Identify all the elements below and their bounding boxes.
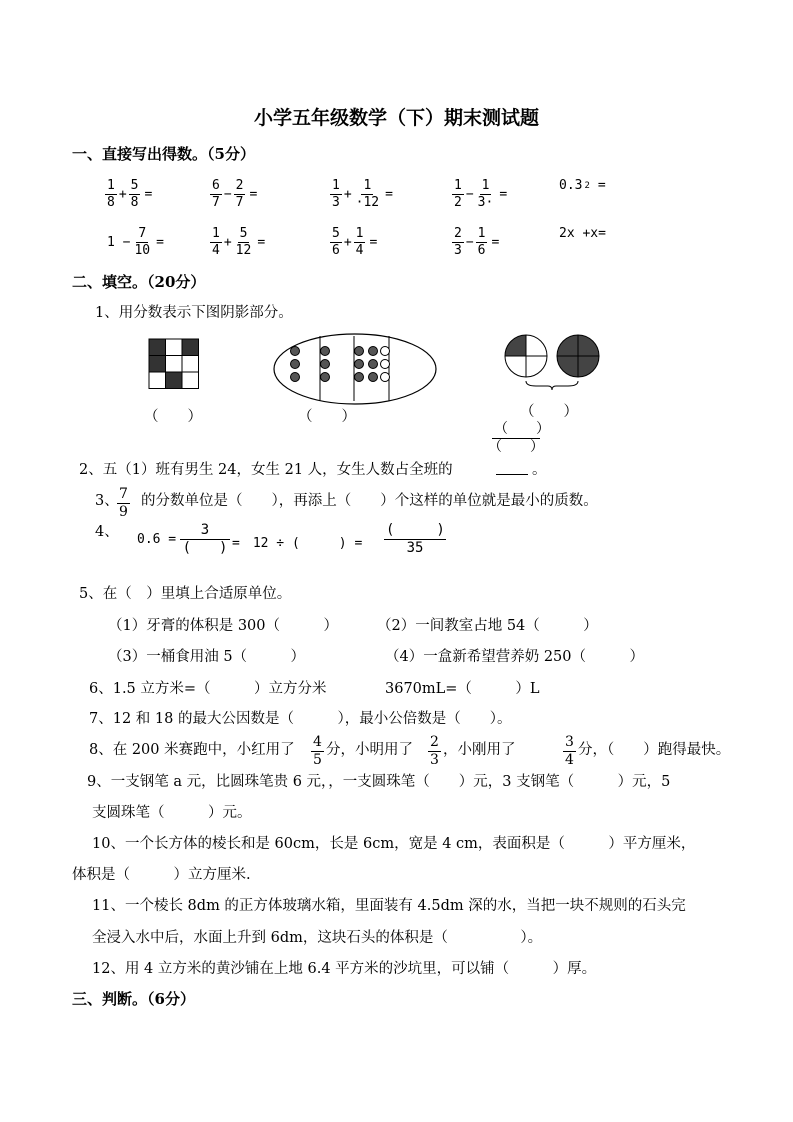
q3-fraction (117, 486, 130, 521)
question-8-d[interactable]: 分，（ ）跑得最快。 (578, 742, 731, 758)
denominator: 6 (477, 243, 486, 258)
numerator: 2 (454, 226, 462, 241)
expression-base: 0.3 (559, 178, 583, 193)
question-4-number: 4、 (95, 524, 119, 540)
circle-quarter (578, 335, 599, 356)
question-5: 5、在（ ）里填上合适原单位。 (79, 586, 292, 602)
filled-dot (355, 373, 364, 382)
q3-denominator: 9 (119, 504, 128, 520)
fraction (210, 178, 222, 211)
q4-fraction-2 (386, 522, 444, 557)
grid-cell (182, 356, 199, 373)
grid-cell (182, 339, 199, 356)
operator: + (223, 235, 232, 250)
denominator: ·12 (355, 195, 380, 210)
filled-dot (369, 373, 378, 382)
filled-dot (291, 373, 300, 382)
fraction (330, 226, 342, 259)
empty-dot (381, 347, 390, 356)
arithmetic-item (105, 226, 166, 259)
ellipse-outline (274, 334, 436, 404)
arithmetic-item (210, 178, 259, 211)
denominator: 8 (107, 195, 115, 210)
empty-dot (381, 373, 390, 382)
fraction (452, 178, 464, 211)
filled-dot (355, 347, 364, 356)
section-1-heading: 一、直接写出得数。（5分） (72, 145, 255, 163)
answer-blank-ellipse[interactable]: （ ） (298, 409, 356, 425)
arithmetic-item (210, 226, 267, 259)
q4-part-b[interactable]: = 12 ÷ ( ) = (232, 536, 363, 551)
equals-sign: = (144, 187, 153, 202)
two-circles-figure (502, 334, 602, 394)
filled-dot (291, 360, 300, 369)
section-2-heading: 二、填空。（20分） (72, 273, 206, 291)
q8-f1-numerator: 4 (313, 734, 322, 750)
equals-sign: = (369, 235, 378, 250)
question-8-a: 8、在 200 米赛跑中，小红用了 (89, 742, 295, 758)
arithmetic-item (557, 226, 608, 241)
denominator: 3· (477, 195, 494, 210)
denominator: 3 (332, 195, 340, 210)
q8-f3-denominator: 4 (565, 752, 574, 768)
numerator: 1 (355, 226, 364, 241)
q4-f2-denominator: 35 (406, 540, 424, 556)
circle-quarter (505, 356, 526, 377)
q2-answer-line[interactable] (496, 474, 528, 475)
operator: − (465, 187, 474, 202)
q8-fraction-3 (563, 734, 576, 769)
denominator: 2 (454, 195, 462, 210)
fraction (129, 178, 141, 211)
q8-f2-numerator: 2 (430, 734, 439, 750)
fraction (354, 178, 381, 211)
denominator: 7 (212, 195, 220, 210)
question-10-line-2[interactable]: 体积是（ ）立方厘米. (72, 867, 251, 883)
equals-sign: = (385, 187, 393, 202)
numerator: 5 (130, 178, 139, 193)
fraction (132, 226, 152, 259)
fraction (354, 226, 366, 259)
denominator: 4 (212, 243, 220, 258)
page-title: 小学五年级数学（下）期末测试题 (253, 107, 539, 129)
q8-f1-denominator: 5 (313, 752, 322, 768)
circle-quarter (578, 356, 599, 377)
q4-part-a: 0.6 = (137, 532, 177, 547)
fraction-numerator[interactable]: （ ） (494, 421, 550, 437)
fraction (105, 178, 117, 211)
question-5-3[interactable]: （3）一桶食用油 5（ ） (108, 649, 306, 665)
equals-sign: = (597, 178, 606, 193)
q3-numerator: 7 (119, 486, 128, 502)
equals-sign: = (249, 187, 258, 202)
numerator: 7 (138, 226, 147, 241)
arithmetic-item (452, 178, 509, 211)
numerator: 5 (239, 226, 248, 241)
question-6-b[interactable]: 3670mL=（ ）L (385, 681, 540, 697)
question-11-line-2[interactable]: 全浸入水中后，水面上升到 6dm，这块石头的体积是（ ）。 (92, 930, 543, 946)
circle-quarter (526, 356, 547, 377)
question-9-line-1[interactable]: 9、一支钢笔 a 元，比圆珠笔贵 6 元，，一支圆珠笔（ ）元，3 支钢笔（ ）元，5 (87, 774, 671, 790)
numerator: 1 (332, 178, 340, 193)
grid-cell (166, 372, 183, 389)
answer-blank-circles[interactable]: （ ） (520, 404, 578, 420)
filled-dot (321, 360, 330, 369)
operator: − (223, 187, 232, 202)
fraction (234, 178, 246, 211)
question-5-1[interactable]: （1）牙膏的体积是 300（ ） (108, 618, 339, 634)
circle-quarter (526, 335, 547, 356)
question-11-line-1: 11、一个棱长 8dm 的正方体玻璃水箱，里面装有 4.5dm 深的水，当把一块不规则的石头完 (92, 898, 686, 914)
grid-cell (149, 372, 166, 389)
arithmetic-item (105, 178, 154, 211)
arithmetic-item (452, 226, 501, 259)
equals-sign: = (156, 235, 164, 250)
numerator: 1 (212, 226, 220, 241)
question-1: 1、用分数表示下图阴影部分。 (95, 305, 293, 321)
numerator: 6 (212, 178, 220, 193)
question-3-number: 3、 (95, 493, 119, 509)
question-7[interactable]: 7、12 和 18 的最大公因数是（ ），最小公倍数是（ ）。 (89, 711, 512, 727)
q4-f1-denominator[interactable]: ( ) (182, 540, 228, 556)
numerator: 1 (481, 178, 490, 193)
empty-dot (381, 360, 390, 369)
operator: + (343, 187, 352, 202)
q4-f1-numerator: 3 (180, 522, 230, 540)
question-8-b: 分，小明用了 (326, 742, 413, 758)
filled-dot (369, 360, 378, 369)
question-10-line-1[interactable]: 10、一个长方体的棱长和是 60cm，长是 6cm，宽是 4 cm，表面积是（ ）平方厘米， (92, 836, 696, 852)
question-6-a[interactable]: 6、1.5 立方米=（ ）立方分米 (89, 681, 327, 697)
fraction (330, 178, 342, 211)
fraction (452, 226, 464, 259)
question-9-line-2[interactable]: 支圆珠笔（ ）元。 (92, 805, 252, 821)
filled-dot (321, 373, 330, 382)
expression-text: 2x +x= (559, 226, 606, 241)
question-2: 2、五（1）班有男生 24，女生 21 人，女生人数占全班的 (79, 462, 453, 478)
q8-f3-numerator: 3 (565, 734, 574, 750)
q8-f2-denominator: 3 (430, 752, 439, 768)
numerator: 2 (235, 178, 244, 193)
equals-sign: = (257, 235, 266, 250)
grid-cell (149, 339, 166, 356)
fraction (476, 178, 496, 211)
question-3-text: 的分数单位是（ ），再添上（ ）个这样的单位就是最小的质数。 (141, 493, 598, 509)
question-2-end: 。 (532, 462, 547, 478)
expression-prefix: 1 − (107, 235, 131, 250)
fraction (476, 226, 488, 259)
question-12[interactable]: 12、用 4 立方米的黄沙铺在上地 6.4 平方米的沙坑里，可以铺（ ）厚。 (92, 961, 597, 977)
fraction (210, 226, 222, 259)
q8-fraction-1 (311, 734, 324, 769)
denominator: 6 (332, 243, 340, 258)
filled-dot (355, 360, 364, 369)
section-3-heading: 三、判断。（6分） (72, 990, 195, 1008)
denominator: 4 (355, 243, 364, 258)
grid-figure (149, 339, 199, 389)
denominator: 8 (130, 195, 139, 210)
numerator: 1 (454, 178, 462, 193)
numerator: 1 (363, 178, 372, 193)
grid-cell (149, 356, 166, 373)
arithmetic-item (330, 226, 379, 259)
circle-quarter (557, 335, 578, 356)
question-5-4[interactable]: （4）一盒新希望营养奶 250（ ） (385, 649, 645, 665)
fraction (234, 226, 254, 259)
q8-fraction-2 (428, 734, 441, 769)
brace (526, 381, 578, 390)
filled-dot (321, 347, 330, 356)
denominator: 7 (235, 195, 244, 210)
denominator: 12 (235, 243, 252, 258)
operator: − (465, 235, 474, 250)
numerator: 1 (107, 178, 115, 193)
circle-quarter (557, 356, 578, 377)
question-8-c: ，小刚用了 (443, 742, 516, 758)
circle-quarter (505, 335, 526, 356)
filled-dot (291, 347, 300, 356)
denominator: 3 (454, 243, 462, 258)
arithmetic-item (330, 178, 395, 211)
q4-fraction-1 (182, 522, 228, 557)
grid-cell (166, 339, 183, 356)
equals-sign: = (499, 187, 508, 202)
ellipse-dots-figure (273, 333, 437, 405)
numerator: 1 (477, 226, 486, 241)
operator: + (343, 235, 352, 250)
numerator: 5 (332, 226, 340, 241)
exponent: 2 (584, 180, 590, 191)
denominator: 10 (134, 243, 151, 258)
answer-blank-grid[interactable]: （ ） (144, 409, 202, 425)
question-5-2[interactable]: （2）一间教室占地 54（ ） (377, 618, 598, 634)
filled-dot (369, 347, 378, 356)
answer-fraction-blank[interactable] (488, 421, 550, 456)
fraction-denominator[interactable]: （ ） (488, 439, 544, 455)
q4-f2-numerator[interactable]: ( ) (386, 522, 445, 538)
operator: + (118, 187, 127, 202)
grid-cell (182, 372, 199, 389)
grid-cell (166, 356, 183, 373)
equals-sign: = (491, 235, 500, 250)
arithmetic-item (557, 178, 608, 193)
